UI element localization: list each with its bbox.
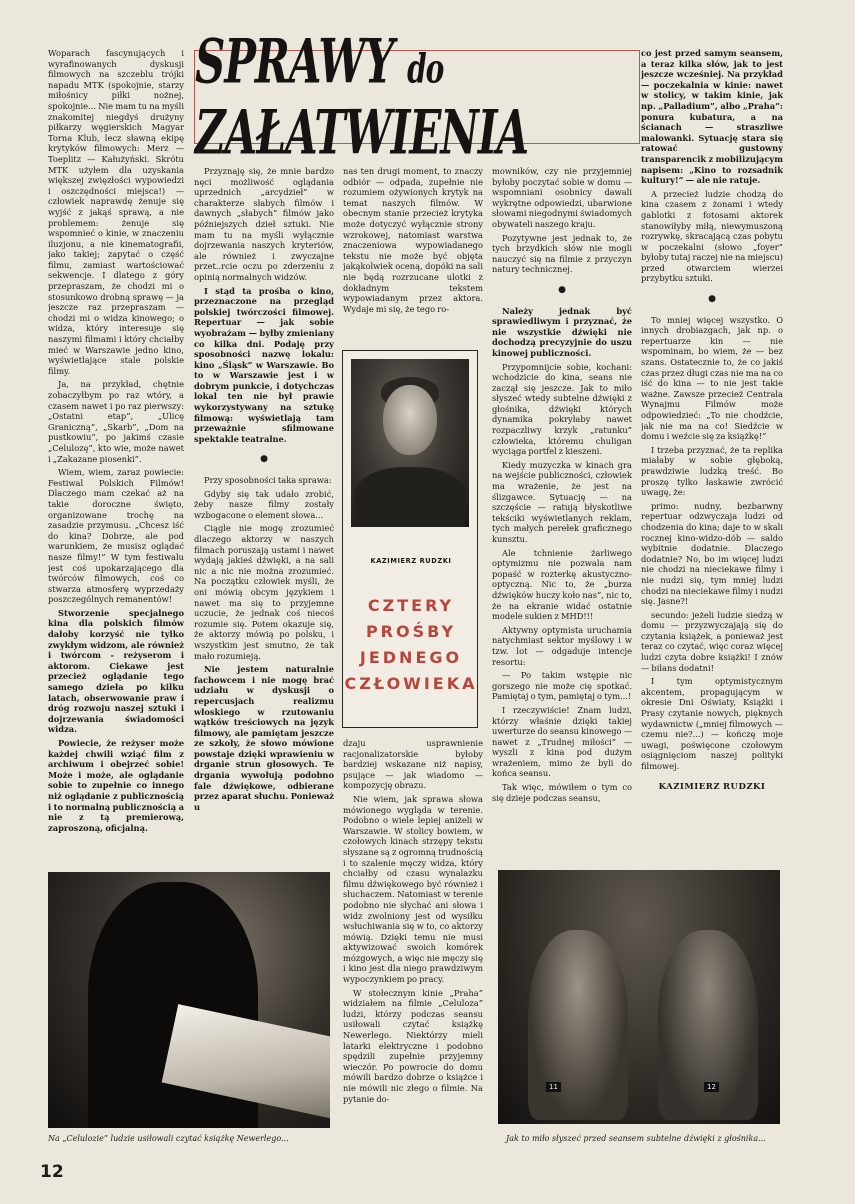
column-3-top xyxy=(343,166,483,342)
title-part-3: ZAŁATWIENIA xyxy=(195,97,529,169)
column-2 xyxy=(194,166,334,860)
author-signature: KAZIMIERZ RUDZKI xyxy=(658,781,766,792)
paragraph: Gdyby się tak udało zrobić, żeby nasze filmy zostały wzbogacone o element słowa... xyxy=(194,488,334,520)
paragraph: Nie wiem, jak sprawa słowa mówionego wygląda w terenie. Podobno o wiele lepiej aniżeli w Warszawie. W stolicy bowiem, w czołowych kinach strzępy tekstu słyszane są z ogromną trudnością i to szalenie męczy widza, który chciałby od czasu wynalazku filmu dźwiękowego być również i słuchaczem. Natomiast w terenie podobno nie słychać ani słowa i widz zwolniony jest od wysiłku wsłuchiwania się w to, co aktorzy mówią. Dzięki temu nie musi aktywizować swoich komórek mózgowych, a więc nie męczy się i kino jest dla niego prawdziwym wypoczynkiem po pracy. xyxy=(343,793,483,985)
paragraph: A przecież ludzie chodzą do kina czasem z żonami i wtedy gablotki z fotosami aktorek stanowiłyby miłą, niewymuszoną rozrywkę, skracającą czas pobytu w poczekalni (słowo „foyer” byłoby tutaj raczej nie na miejscu) przed otwarciem wierzei przybytku sztuki. xyxy=(641,188,783,284)
paragraph: I tym optymistycznym akcentem, propagującym w okresie Dni Oświaty, Książki i Prasy czytanie nowych, pięknych wydawnictw („mniej filmowych — czemu nie?...) — kończę moje uwagi, poświęcone czołowym osiągnięciom naszej polityki filmowej. xyxy=(641,676,783,771)
title-part-2: do xyxy=(407,44,444,93)
paragraph: Ja, na przykład, chętnie zobaczyłbym po raz wtóry, a czasem nawet i po raz pierwszy: „Ostatni etap”, „Ulicę Graniczną”, „Skarb”, „Dom na pustkowiu”, po jakimś czasie „Celulozę”, kto wie, może nawet i „Zakazane piosenki”. xyxy=(48,379,184,464)
portrait-author-name: KAZIMIERZ RUDZKI xyxy=(370,557,452,565)
paragraph: primo: nudny, bezbarwny repertuar odzwyczaja ludzi od chodzenia do kina; daje to w skali rocznej kino-widzo-dób — saldo wybitnie dodatnie. Dlaczego dodatnie? No, bo im więcej ludzi nie chodzi na nieciekawe filmy i nie nudzi się, tym mniej ludzi chodzi na nieciekawe filmy i nudzi się. Jasne?! xyxy=(641,500,783,607)
paragraph: — Po takim wstępie nic gorszego nie może cię spotkać. Pamiętaj o tym, pamiętaj o tym...! xyxy=(492,670,632,702)
subtitle-line: CZŁOWIEKA xyxy=(344,674,478,693)
paragraph: I trzeba przyznać, że ta replika miałaby w sobie głęboką, prawdziwie ludzką treść. Bo proszę tylko łaskawie zwrócić uwagę, że: xyxy=(641,444,783,498)
paragraph: Nie jestem naturalnie fachowcem i nie mogę brać udziału w dyskusji o repercusjach realizmu włoskiego w rzutowaniu wątków treściowych na język filmowy, ale pamiętam jeszcze ze szkoły, że słowo mówione powstaje dzięki wprawieniu w drganie strun głosowych. Te drgania wywołują podobno fale dźwiękowe, odbierane przez aparat słuchu. Ponieważ u xyxy=(194,664,334,812)
paragraph: secundo: jeżeli ludzie siedzą w domu — przyzwyczajają się do czytania książek, a ponieważ jest teraz co czytać, więc coraz więcej ludzi czyta dobre książki! I znów — bilans dodatni! xyxy=(641,609,783,673)
paragraph: I rzeczywiście! Znam ludzi, którzy właśnie dzięki takiej uwerturze do seansu kinowego — nawet z „Trudnej miłości” — wyszli z kina pod dużym wrażeniem, mimo że byli do końca seansu. xyxy=(492,704,632,779)
paragraph: W stołecznym kinie „Praha” widziałem na filmie „Celuloza” ludzi, którzy podczas seansu usiłowali czytać książkę Newerlego. Niektórzy mieli latarki elektryczne i podobno spędzili zupełnie przyjemny wieczór. Po powrocie do domu mówili bardzo dobrze o książce i nie mówili nic złego o filmie. Na pytanie do- xyxy=(343,987,483,1104)
paragraph: Przypomnijcie sobie, kochani: wchodzicie do kina, seans nie zaczął się jeszcze. Jak to miło słyszeć wtedy subtelne dźwięki z głośnika, dźwięki których dynamika pokryłaby nawet rozpaczliwy krzyk „ratunku” człowieka, któremu chuligan wyciąga portfel z kieszeni. xyxy=(492,361,632,457)
paragraph: Woparach fascynujących i wyrafinowanych dyskusji filmowych na szczeblu trójki napadu MTK (spokojnie, starzy miłośnicy piłki nożnej, spokojnie... Nie mam tu na myśli znakomitej niegdyś drużyny piłkarzy węgierskich Magyar Torna Klub, lecz sławną ekipę krytyków filmowych: Merz — Toeplitz — Kałużyński. Skrótu MTK użyłem dla uzyskania większej zwięzłości wypowiedzi i oszczędności miejsca!) — człowiek naprawdę żenuje się wyjść z jakąś sprawą, a nie problemem: żenuje się wspomnieć o kinie, w znaczeniu iluzjonu, a nie kinematografii, jako takiej; zapytać o część filmu, zamiast wartościować sekwencje. I dlatego z góry przepraszam, że chodzi mi o stosunkowo drobną sprawę — ja jeszcze raz przepraszam — chodzi mi o widza kinowego; o widza, który interesuje się naszymi filmami i który chciałby mieć w Warszawie jedno kino, wyświetlające stale polskie filmy. xyxy=(48,48,184,376)
paragraph: Tak więc, mówiłem o tym co się dzieje podczas seansu, xyxy=(492,782,632,803)
title-part-1: SPRAWY xyxy=(195,25,394,97)
subtitle-line: CZTERY xyxy=(367,596,455,615)
paragraph: Przyznaję się, że mnie bardzo nęci możliwość oglądania uprzednich „arcydzieł” w charakterze słabych filmów i dawnych „słabych” filmów jako późniejszych dzieł sztuki. Nie mam tu na myśli wyłącznie dojrzewania naszych kryteriów, ale również i zwyczajne przet..rcie oczu po zderzeniu z opinią normalnych widzów. xyxy=(194,166,334,282)
section-bullet: ● xyxy=(708,294,716,305)
paragraph: co jest przed samym seansem, a teraz kilka słów, jak to jest jeszcze wcześniej. Na przykład — poczekalnia w kinie: nawet w stolicy, w takim kinie, jak np. „Palladium”, albo „Praha”: ponura kubatura, a na ścianach — straszliwe malowanki. Sytuację stara się ratować gustowny transparencik z mobilizującym napisem: „Kino to rozsadnik kultury!” — ale nie ratuje. xyxy=(641,48,783,186)
paragraph: Przy sposobności taka sprawa: xyxy=(204,475,332,486)
section-bullet: ● xyxy=(260,454,268,465)
article-subtitle xyxy=(343,593,479,697)
author-portrait xyxy=(351,359,469,527)
paragraph: dzaju usprawnienie racjonalizatorskie byłoby bardziej wskazane niż napisy, psujące — jak wiadomo — kompozycję obrazu. xyxy=(343,738,483,791)
paragraph: Pozytywne jest jednak to, że tych brzydkich słów nie mogli nauczyć się na filmie z przyczyn natury technicznej. xyxy=(492,232,632,275)
subtitle-line: JEDNEGO xyxy=(359,648,463,667)
paragraph: I stąd ta prośba o kino, przeznaczone na przegląd polskiej twórczości filmowej. Repertuar — jak sobie wyobrażam — byłby zmieniany co kilka dni. Podaję przy sposobności nazwę lokalu: kino „Śląsk” w Warszawie. Bo to w Warszawie jest i w dobrym punkcie, i dotychczas lokal ten nie był prawie wykorzystywany na sztukę filmową: wyświetlają tam przeważnie sfilmowane spektakle teatralne. xyxy=(194,285,334,444)
paragraph: Powiecie, że reżyser może każdej chwili wziąć film z archiwum i obejrzeć sobie! Może i może, ale oglądanie sobie to zupełnie co innego niż oglądanie z publicznością i to normalną publicznością a nie z tą premierową, zaproszoną, oficjalną. xyxy=(48,738,184,833)
column-1 xyxy=(48,48,184,860)
paragraph: Ale tchnienie żarliwego optymizmu nie pozwala nam popaść w rozterkę akustyczno-optyczną. Nic to, że „burza dźwięków huczy koło nas”, nic to, że na ekranie widać ostatnie modele sukien z MHD!!! xyxy=(492,547,632,622)
paragraph: mowników, czy nie przyjemniej byłoby poczytać sobie w domu — wspomniani osobnicy dawali wykrętne odpowiedzi, ubarwione słowami niegodnymi świadomych obywateli naszego kraju. xyxy=(492,166,632,229)
paragraph: Ciągle nie mogę zrozumieć dlaczego aktorzy w naszych filmach poruszają ustami i nawet wydają jakieś dźwięki, a na sali nic a nic nie można zrozumieć. Na początku człowiek myśli, że oni mówią obcym językiem i nawet ma się to przyjemne uczucie, że jednak coś niecoś rozumie się. Potem okazuje się, że aktorzy mówią po polsku, i wszystkim jest smutno, że tak mało rozumieją. xyxy=(194,523,334,661)
subtitle-line: PROŚBY xyxy=(365,622,457,641)
paragraph: Kiedy muzyczka w kinach gra na wejście publiczności, człowiek ma wrażenie, że jest na ślizgawce. Sytuację — na szczęście — ratują błyskotliwe tekściki wyświetlanych reklam, tych małych perełek graficznego kunsztu. xyxy=(492,459,632,544)
paragraph: To mniej więcej wszystko. O innych drobiazgach, jak np. o repertuarze kin — nie wspominam, bo wiem, że — bez szans. Ostatecznie to, że co jakiś czas przez długi czas nie ma na co iść do kina — to nie jest takie ważne. Zawsze przecież Centrala Wynajmu Filmów może odpowiedzieć: „To nie chodźcie, jak nie ma na co! Siedźcie w domu i weźcie się za książkę!” xyxy=(641,314,783,442)
photo-badge: 12 xyxy=(704,1082,719,1092)
paragraph: Stworzenie specjalnego kina dla polskich filmów dałoby korzyść nie tylko zwykłym widzom, ale również i twórcom - reżyserom i aktorom. Ciekawe jest przecież oglądanie tego samego dzieła po kilku latach, obserwowanie praw i dróg rozwoju naszej sztuki i dojrzewania świadomości widza. xyxy=(48,607,184,735)
portrait-box xyxy=(342,350,478,728)
article-title xyxy=(195,26,639,168)
photo-badge: 11 xyxy=(546,1082,561,1092)
photo-reading-in-cinema xyxy=(48,872,330,1128)
article-title-box xyxy=(194,25,640,169)
paragraph: Wiem, wiem, zaraz powiecie: Festiwal Polskich Filmów! Dlaczego mam czekać aż na takie doroczne święto, organizowane trochę na zasadzie przymusu. „Chcesz iść do kina? Dobrze, ale pod warunkiem, że musisz oglądać nasze filmy!” W tym festiwalu jest coś upokarzającego dla twórców filmowych, coś co stwarza atmosferę wyprzedaży poszczególnych remanentów! xyxy=(48,467,184,605)
paragraph: nas ten drugi moment, to znaczy odbiór — odpada, zupełnie nie rozumiem ożywionych krytyk na temat naszych filmów. W obecnym stanie przecież krytyka może dotyczyć wyłącznie strony wzrokowej, natomiast warstwa znaczeniowa wypowiadanego tekstu nie może być objęta jakąkolwiek oceną, dopóki na sali nie będą rozrzucane ulotki z dokładnym tekstem wypowiadanym przez aktora. Wydaje mi się, że tego ro- xyxy=(343,166,483,314)
page-number: 12 xyxy=(40,1162,64,1182)
caption-right: Jak to miło słyszeć przed seansem subtelne dźwięki z głośnika... xyxy=(506,1134,766,1143)
column-4 xyxy=(492,166,632,860)
column-3-bottom xyxy=(343,738,483,1146)
photo-covering-ears xyxy=(498,870,780,1124)
paragraph: Aktywny optymista uruchamia natychmiast sektor myślowy i w tzw. lot — odgaduje intencje resortu: xyxy=(492,624,632,667)
section-bullet: ● xyxy=(558,284,566,295)
caption-left: Na „Celulozie” ludzie usiłowali czytać książkę Newerlego... xyxy=(48,1134,289,1143)
paragraph: Należy jednak być sprawiedliwym i przyznać, że nie wszystkie dźwięki nie dochodzą precyzyjnie do uszu kinowej publiczności. xyxy=(492,305,632,358)
column-5 xyxy=(641,48,783,860)
